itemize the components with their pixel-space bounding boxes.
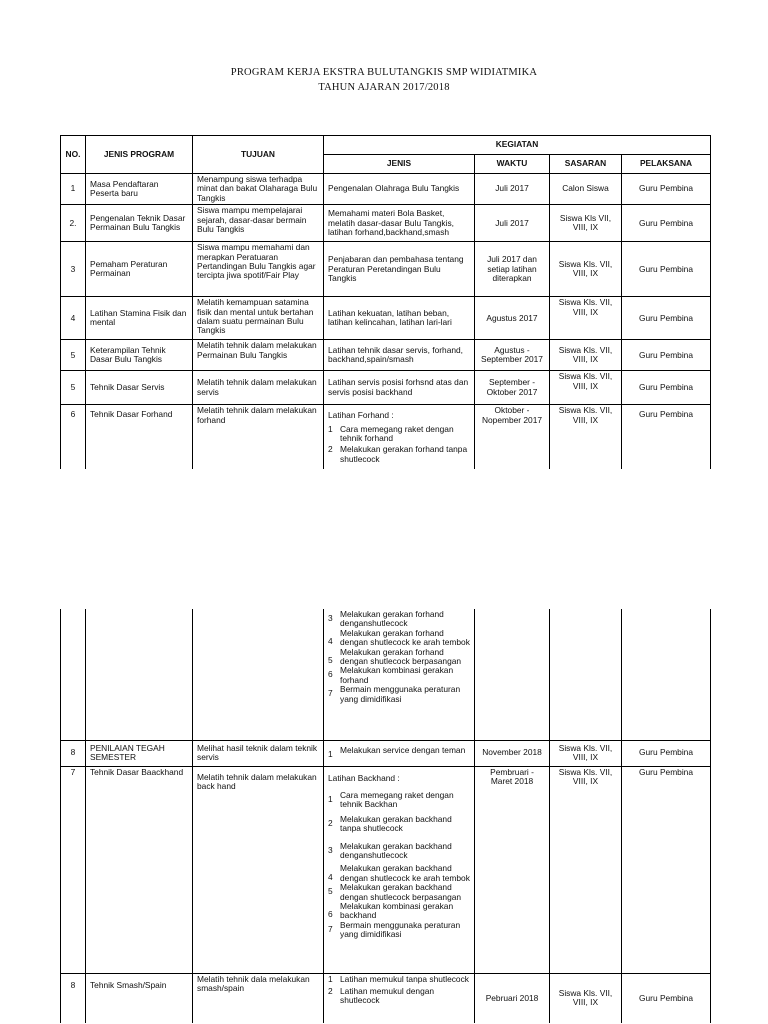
table-row xyxy=(61,973,711,1023)
cell-no: 4 xyxy=(61,297,86,340)
cell-pelaksana: Guru Pembina xyxy=(622,405,711,469)
list-item: 2 Latihan memukul dengan shutlecock xyxy=(328,985,435,1006)
table-row xyxy=(61,205,711,242)
list-item: 1 Cara memegang raket dengan tehnik forhand xyxy=(328,423,454,444)
program-table-bottom xyxy=(60,609,711,1023)
cell-program: Pengenalan Teknik Dasar Permainan Bulu Tangkis xyxy=(86,205,193,242)
activity-intro: Latihan Backhand : xyxy=(328,772,400,783)
cell-no: 8 xyxy=(61,740,86,766)
list-item: 2 Melakukan gerakan backhand tanpa shutlecock xyxy=(328,813,452,834)
cell-program: Tehnik Dasar Forhand xyxy=(86,405,193,469)
activity-intro: Latihan Forhand : xyxy=(328,410,394,421)
cell-jenis: Latihan servis posisi forhsnd atas dan servis posisi backhand xyxy=(324,371,475,405)
doc-title: PROGRAM KERJA EKSTRA BULUTANGKIS SMP WIDIATMIKA xyxy=(230,67,538,78)
list-item: 5 Melakukan gerakan backhand dengan shutlecock berpasangan xyxy=(328,882,462,902)
cell-no: 3 xyxy=(61,242,86,297)
header-tujuan: TUJUAN xyxy=(193,136,324,174)
cell-no: 1 xyxy=(61,174,86,205)
table-row xyxy=(61,609,711,740)
cell-no: 7 xyxy=(61,766,86,973)
cell-sasaran: Siswa Kls. VII, VIII, IX xyxy=(550,740,622,766)
cell-sasaran: Siswa Kls. VII, VIII, IX xyxy=(550,973,622,1023)
cell-jenis: Pengenalan Olahraga Bulu Tangkis xyxy=(324,174,475,205)
cell-program: Tehnik Smash/Spain xyxy=(86,973,193,1023)
cell-waktu: Agustus 2017 xyxy=(475,297,550,340)
list-item: 3 Melakukan gerakan forhand denganshutlecock xyxy=(328,609,444,629)
cell-jenis: Memahami materi Bola Basket, melatih dasar-dasar Bulu Tangkis, latihan forhand,backhand,smash xyxy=(324,205,475,242)
cell-pelaksana: Guru Pembina xyxy=(622,297,711,340)
cell-sasaran: Siswa Kls. VII, VIII, IX xyxy=(550,340,622,371)
cell-pelaksana: Guru Pembina xyxy=(622,973,711,1023)
cell-waktu: Oktober - Nopember 2017 xyxy=(475,405,550,469)
list-item: 1 Cara memegang raket dengan tehnik Backhan xyxy=(328,789,454,810)
cell-no: 5 xyxy=(61,371,86,405)
cell-jenis: Latihan tehnik dasar servis, forhand, backhand,spain/smash xyxy=(324,340,475,371)
cell-pelaksana: Guru Pembina xyxy=(622,766,711,973)
list-item: 4 Melakukan gerakan backhand dengan shutlecock ke arah tembok xyxy=(328,863,470,883)
cell-tujuan: Melihat hasil teknik dalam teknik servis xyxy=(193,740,324,766)
cell-jenis: Latihan kekuatan, latihan beban, latihan kelincahan, latihan lari-lari xyxy=(324,297,475,340)
cell-pelaksana: Guru Pembina xyxy=(622,174,711,205)
table-row xyxy=(61,297,711,340)
header-jenis: JENIS xyxy=(324,155,475,174)
list-item: 1 Latihan memukul tanpa shutlecock xyxy=(328,973,469,984)
list-item: 3 Melakukan gerakan backhand denganshutlecock xyxy=(328,840,452,860)
program-table-top xyxy=(60,135,711,469)
table-row xyxy=(61,371,711,405)
cell-waktu: Juli 2017 dan setiap latihan diterapkan xyxy=(475,242,550,297)
cell-no: 2. xyxy=(61,205,86,242)
list-item: 6 Melakukan kombinasi gerakan forhand xyxy=(328,665,454,685)
cell-tujuan: Melatih tehnik dalam melakukan servis xyxy=(193,371,324,405)
cell-jenis xyxy=(324,609,475,740)
cell-no: 5 xyxy=(61,340,86,371)
doc-subtitle: TAHUN AJARAN 2017/2018 xyxy=(318,82,450,93)
cell-waktu: Agustus - September 2017 xyxy=(475,340,550,371)
cell-jenis xyxy=(324,766,475,973)
cell-tujuan: Siswa mampu memahami dan merapkan Peratuaran Pertandingan Bulu Tangkis agar tercipta jiwa spotif/Fair Play xyxy=(193,242,324,297)
list-item: 1 Melakukan service dengan teman xyxy=(328,745,466,760)
header-pelaksana: PELAKSANA xyxy=(622,155,711,174)
header-waktu: WAKTU xyxy=(475,155,550,174)
header-sasaran: SASARAN xyxy=(550,155,622,174)
cell-tujuan: Menampung siswa terhadpa minat dan bakat Olaharaga Bulu Tangkis xyxy=(193,174,324,205)
cell-jenis xyxy=(324,405,475,469)
cell-tujuan: Melatih kemampuan satamina fisik dan mental untuk bertahan dalam suatu permainan Bulu Tangkis xyxy=(193,297,324,340)
cell-tujuan: Melatih tehnik dala melakukan smash/spain xyxy=(193,973,324,1023)
cell-sasaran: Siswa Kls. VII, VIII, IX xyxy=(550,371,622,405)
cell-program: Tehnik Dasar Baackhand xyxy=(86,766,193,973)
cell-tujuan: Melatih tehnik dalam melakukan back hand xyxy=(193,766,324,973)
list-item: 4 Melakukan gerakan forhand dengan shutlecock ke arah tembok xyxy=(328,627,470,648)
cell-no: 8 xyxy=(61,973,86,1023)
header-kegiatan: KEGIATAN xyxy=(324,136,711,155)
list-item: 7 Bermain menggunaka peraturan yang dimidifikasi xyxy=(328,684,461,704)
cell-program: Pemaham Peraturan Permainan xyxy=(86,242,193,297)
cell-program: PENILAIAN TEGAH SEMESTER xyxy=(86,740,193,766)
table-row xyxy=(61,340,711,371)
cell-program: Keterampilan Tehnik Dasar Bulu Tangkis xyxy=(86,340,193,371)
cell-pelaksana: Guru Pembina xyxy=(622,371,711,405)
cell-pelaksana: Guru Pembina xyxy=(622,740,711,766)
cell-jenis: Penjabaran dan pembahasa tentang Peraturan Peretandingan Bulu Tangkis xyxy=(324,242,475,297)
cell-pelaksana: Guru Pembina xyxy=(622,340,711,371)
cell-waktu: September - Oktober 2017 xyxy=(475,371,550,405)
header-no: NO. xyxy=(61,136,86,174)
table-row xyxy=(61,405,711,469)
cell-pelaksana: Guru Pembina xyxy=(622,242,711,297)
cell-program: Masa Pendaftaran Peserta baru xyxy=(86,174,193,205)
cell-sasaran: Siswa Kls. VII, VIII, IX xyxy=(550,297,622,340)
list-item: 7 Bermain menggunaka peraturan yang dimidifikasi xyxy=(328,919,461,940)
cell-program: Latihan Stamina Fisik dan mental xyxy=(86,297,193,340)
list-item: 5 Melakukan gerakan forhand dengan shutlecock berpasangan xyxy=(328,646,462,667)
cell-sasaran: Siswa Kls. VII, VIII, IX xyxy=(550,405,622,469)
list-item: 6 Melakukan kombinasi gerakan backhand xyxy=(328,900,454,921)
cell-jenis xyxy=(324,740,475,766)
table-row xyxy=(61,242,711,297)
cell-tujuan: Melatih tehnik dalam melakukan Permainan Bulu Tangkis xyxy=(193,340,324,371)
table-row xyxy=(61,766,711,973)
cell-sasaran: Calon Siswa xyxy=(550,174,622,205)
cell-no: 6 xyxy=(61,405,86,469)
cell-pelaksana: Guru Pembina xyxy=(622,205,711,242)
cell-sasaran: Siswa Kls. VII, VIII, IX xyxy=(550,766,622,973)
cell-waktu: Pembruari - Maret 2018 xyxy=(475,766,550,973)
cell-waktu: Juli 2017 xyxy=(475,174,550,205)
cell-tujuan: Siswa mampu mempelajarai sejarah, dasar-dasar bermain Bulu Tangkis xyxy=(193,205,324,242)
cell-jenis xyxy=(324,973,475,1023)
header-jenis-program: JENIS PROGRAM xyxy=(86,136,193,174)
cell-tujuan: Melatih tehnik dalam melakukan forhand xyxy=(193,405,324,469)
table-row xyxy=(61,174,711,205)
list-item: 2 Melakukan gerakan forhand tanpa shutlecock xyxy=(328,444,468,464)
cell-sasaran: Siswa Kls. VII, VIII, IX xyxy=(550,242,622,297)
cell-waktu: Juli 2017 xyxy=(475,205,550,242)
cell-waktu: Pebruari 2018 xyxy=(475,973,550,1023)
cell-program: Tehnik Dasar Servis xyxy=(86,371,193,405)
cell-waktu: November 2018 xyxy=(475,740,550,766)
table-row xyxy=(61,740,711,766)
cell-sasaran: Siswa Kls VII, VIII, IX xyxy=(550,205,622,242)
